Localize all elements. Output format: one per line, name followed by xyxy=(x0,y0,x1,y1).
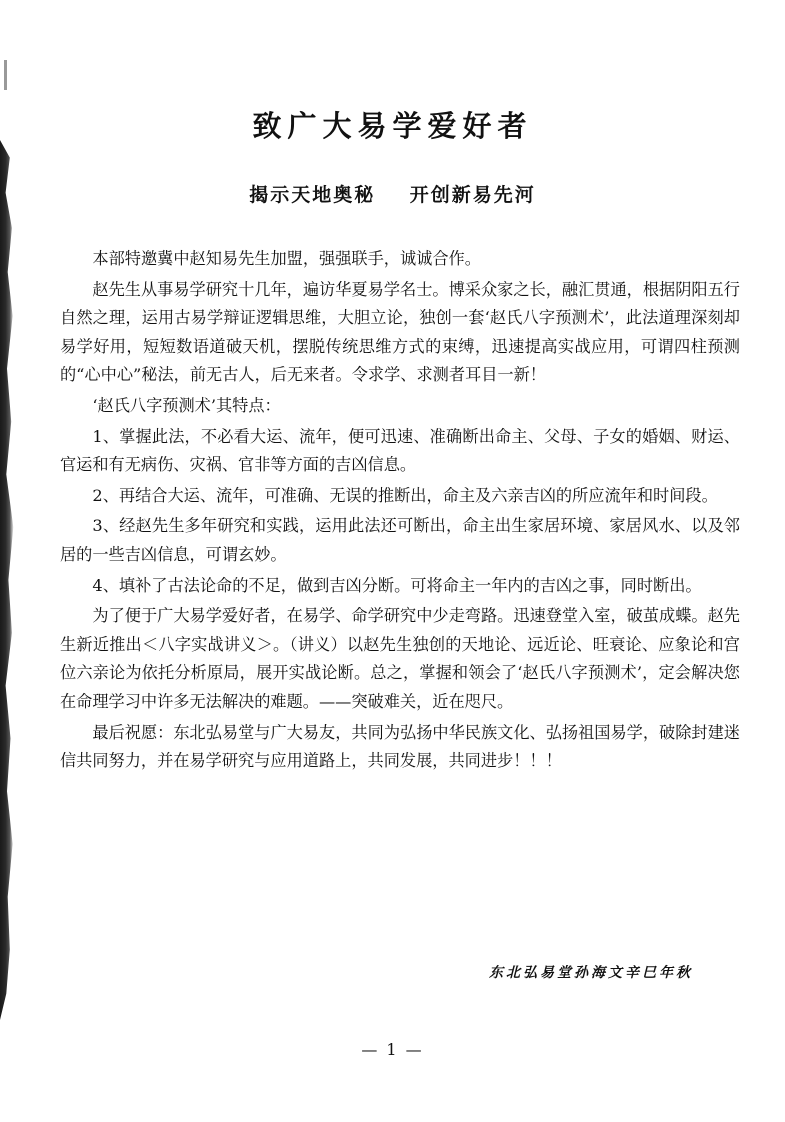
paragraph-closing-wishes: 最后祝愿：东北弘易堂与广大易友，共同为弘扬中华民族文化、弘扬祖国易学，破除封建迷信共同努力，并在易学研究与应用道路上，共同发展，共同进步！！！ xyxy=(60,722,740,771)
paragraph-intro: 本部特邀冀中赵知易先生加盟，强强联手，诚诚合作。 xyxy=(92,249,481,268)
paragraph-feature-2: 2、再结合大运、流年，可准确、无误的推断出，命主及六亲吉凶的所应流年和时间段。 xyxy=(92,485,718,505)
scanned-binding-edge xyxy=(0,140,14,1020)
page-title: 致广大易学爱好者 xyxy=(252,109,533,143)
body-text xyxy=(60,245,740,778)
paragraph-feature-1: 1、掌握此法，不必看大运、流年，便可迅速、准确断出命主、父母、子女的婚姻、财运、官运和有无病伤、灾祸、官非等方面的吉凶信息。 xyxy=(60,426,740,475)
page-subtitle: 揭示天地奥秘 开创新易先河 xyxy=(249,184,536,206)
paragraph-feature-4: 4、填补了古法论命的不足，做到吉凶分断。可将命主一年内的吉凶之事，同时断出。 xyxy=(92,575,702,595)
paragraph-features-heading: ‘赵氏八字预测术’其特点： xyxy=(92,395,281,415)
signature: 东北弘易堂孙海文辛巳年秋 xyxy=(489,965,693,981)
page-number: — 1 — xyxy=(361,1040,424,1059)
paragraph-lecture-notes: 为了便于广大易学爱好者，在易学、命学研究中少走弯路。迅速登堂入室，破茧成蝶。赵先生新近推出＜八字实战讲义＞。（讲义）以赵先生独创的天地论、远近论、旺衰论、应象论和宫位六亲论为依托分析原局，展开实战论断。总之，掌握和领会了‘赵氏八字预测术’，定会解决您在命理学习中许多无法解决的难题。——突破难关，近在咫尺。 xyxy=(60,606,740,711)
paragraph-feature-3: 3、经赵先生多年研究和实践，运用此法还可断出，命主出生家居环境、家居风水、以及邻居的一些吉凶信息，可谓玄妙。 xyxy=(60,516,740,564)
paragraph-background: 赵先生从事易学研究十几年，遍访华夏易学名士。博采众家之长，融汇贯通，根据阴阳五行自然之理，运用古易学辩证逻辑思维，大胆立论，独创一套‘赵氏八字预测术’，此法道理深刻却易学好用，短短数语道破天机，摆脱传统思维方式的束缚，迅速提高实战应用，可谓四柱预测的“心中心”秘法，前无古人，后无来者。令求学、求测者耳目一新！ xyxy=(60,279,740,385)
scan-mark xyxy=(4,60,7,90)
